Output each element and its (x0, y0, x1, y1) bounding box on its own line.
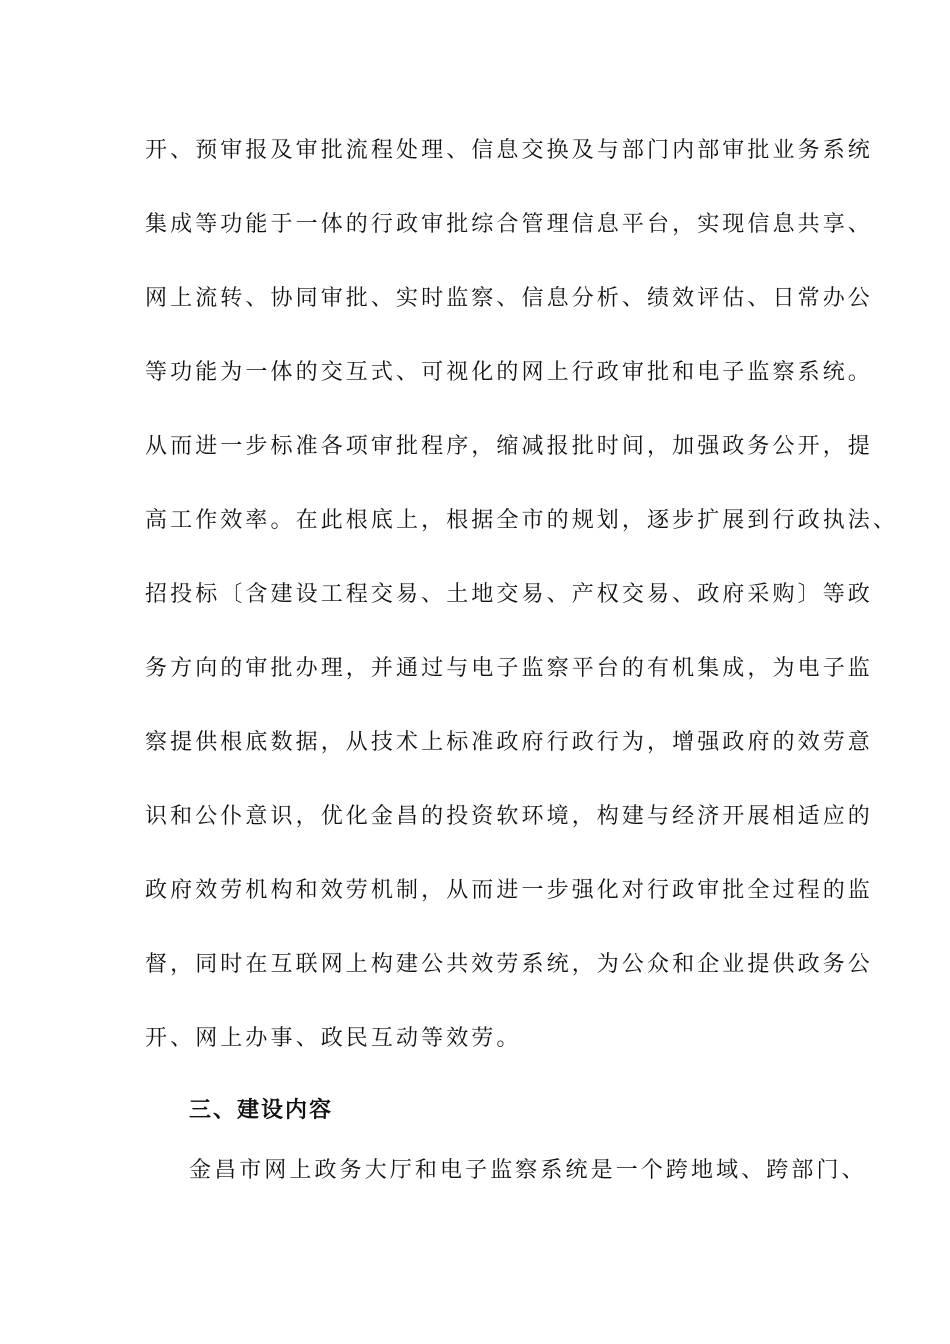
section-heading: 三、建设内容 (189, 1098, 334, 1123)
paragraph-line: 高工作效率。在此根底上，根据全市的规划，逐步扩展到行政执法、 (145, 508, 899, 533)
paragraph-line: 集成等功能于一体的行政审批综合管理信息平台，实现信息共享、 (145, 212, 873, 237)
paragraph-line: 察提供根底数据，从技术上标准政府行政行为，增强政府的效劳意 (145, 730, 873, 755)
paragraph-line: 识和公仆意识，优化金昌的投资软环境，构建与经济开展相适应的 (145, 804, 873, 829)
paragraph-line: 金昌市网上政务大厅和电子监察系统是一个跨地域、跨部门、 (189, 1158, 867, 1183)
paragraph-line: 政府效劳机构和效劳机制，从而进一步强化对行政审批全过程的监 (145, 878, 873, 903)
paragraph-line: 督，同时在互联网上构建公共效劳系统，为公众和企业提供政务公 (145, 952, 873, 977)
paragraph-line: 开、预审报及审批流程处理、信息交换及与部门内部审批业务系统 (145, 138, 873, 163)
paragraph-line: 等功能为一体的交互式、可视化的网上行政审批和电子监察系统。 (145, 360, 873, 385)
paragraph-line: 务方向的审批办理，并通过与电子监察平台的有机集成，为电子监 (145, 656, 873, 681)
paragraph-line: 网上流转、协同审批、实时监察、信息分析、绩效评估、日常办公 (145, 286, 873, 311)
paragraph-line: 从而进一步标准各项审批程序，缩减报批时间，加强政务公开，提 (145, 434, 873, 459)
paragraph-line: 招投标〔含建设工程交易、土地交易、产权交易、政府采购〕等政 (145, 582, 873, 607)
paragraph-line: 开、网上办事、政民互动等效劳。 (145, 1026, 522, 1051)
